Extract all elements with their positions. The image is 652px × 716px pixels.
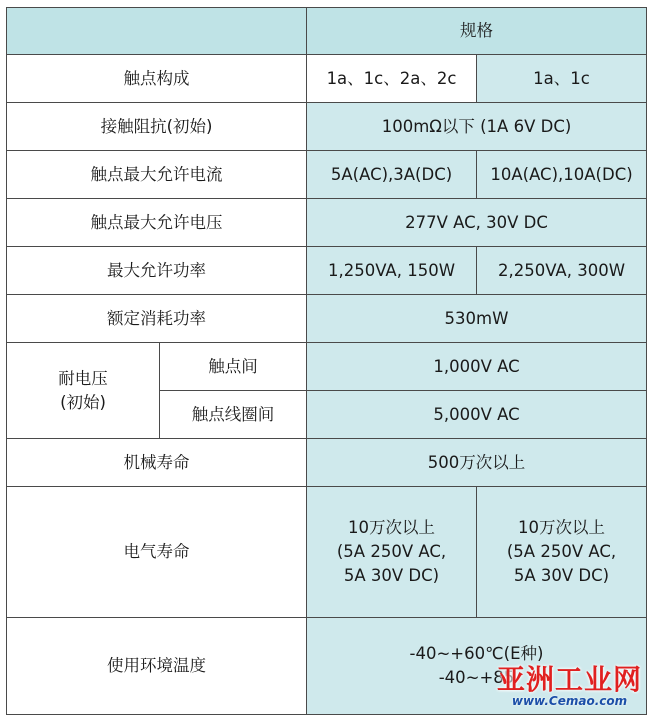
- rated-power-value: 530mW: [307, 295, 647, 343]
- contact-form-value-2: 1a、1c: [477, 55, 647, 103]
- dielectric-label-line1: 耐电压: [58, 368, 108, 388]
- mechanical-life-label: 机械寿命: [7, 439, 307, 487]
- header-row: [7, 8, 647, 55]
- electrical-life-2-line2: (5A 250V AC,: [506, 542, 617, 562]
- dielectric-label-line2: (初始): [60, 392, 106, 412]
- mechanical-life-value: 500万次以上: [307, 439, 647, 487]
- max-current-label: 触点最大允许电流: [7, 151, 307, 199]
- max-voltage-label: 触点最大允许电压: [7, 199, 307, 247]
- rated-power-label: 额定消耗功率: [7, 295, 307, 343]
- row-max-power: [7, 247, 647, 295]
- dielectric-label: [7, 343, 160, 439]
- max-voltage-value: 277V AC, 30V DC: [307, 199, 647, 247]
- row-mechanical-life: [7, 439, 647, 487]
- electrical-life-1-line2: (5A 250V AC,: [336, 542, 447, 562]
- watermark-logo: [497, 665, 642, 708]
- max-power-value-2: 2,250VA, 300W: [477, 247, 647, 295]
- row-electrical-life: [7, 487, 647, 618]
- contact-coil-label: 触点线圈间: [160, 391, 307, 439]
- contact-resistance-label: 接触阻抗(初始): [7, 103, 307, 151]
- electrical-life-1-line1: 10万次以上: [348, 518, 435, 538]
- ambient-temp-line2: -40~+85: [438, 668, 515, 687]
- electrical-life-1-line3: 5A 30V DC): [343, 565, 440, 585]
- contact-form-label: 触点构成: [7, 55, 307, 103]
- row-rated-power: [7, 295, 647, 343]
- specification-table: [6, 7, 647, 715]
- header-blank-cell: [7, 8, 307, 55]
- watermark-url: www.Cemao.com: [511, 694, 628, 708]
- ambient-temp-line1: -40~+60℃(E种): [409, 644, 544, 664]
- max-current-value-2: 10A(AC),10A(DC): [477, 151, 647, 199]
- row-contact-resistance: [7, 103, 647, 151]
- contact-form-value-1: 1a、1c、2a、2c: [307, 55, 477, 103]
- row-dielectric-contacts: [7, 343, 647, 391]
- electrical-life-label: 电气寿命: [7, 487, 307, 618]
- between-contacts-label: 触点间: [160, 343, 307, 391]
- electrical-life-value-1: [307, 487, 477, 618]
- electrical-life-2-line1: 10万次以上: [518, 518, 605, 538]
- header-spec-cell: 规格: [307, 8, 647, 55]
- row-max-current: [7, 151, 647, 199]
- between-contacts-value: 1,000V AC: [307, 343, 647, 391]
- contact-resistance-value: 100mΩ以下 (1A 6V DC): [307, 103, 647, 151]
- max-power-value-1: 1,250VA, 150W: [307, 247, 477, 295]
- ambient-temp-label: 使用环境温度: [7, 618, 307, 715]
- max-current-value-1: 5A(AC),3A(DC): [307, 151, 477, 199]
- electrical-life-2-line3: 5A 30V DC): [513, 565, 610, 585]
- max-power-label: 最大允许功率: [7, 247, 307, 295]
- electrical-life-value-2: [477, 487, 647, 618]
- row-contact-form: [7, 55, 647, 103]
- row-max-voltage: [7, 199, 647, 247]
- watermark-text: 亚洲工业网: [496, 663, 642, 696]
- contact-coil-value: 5,000V AC: [307, 391, 647, 439]
